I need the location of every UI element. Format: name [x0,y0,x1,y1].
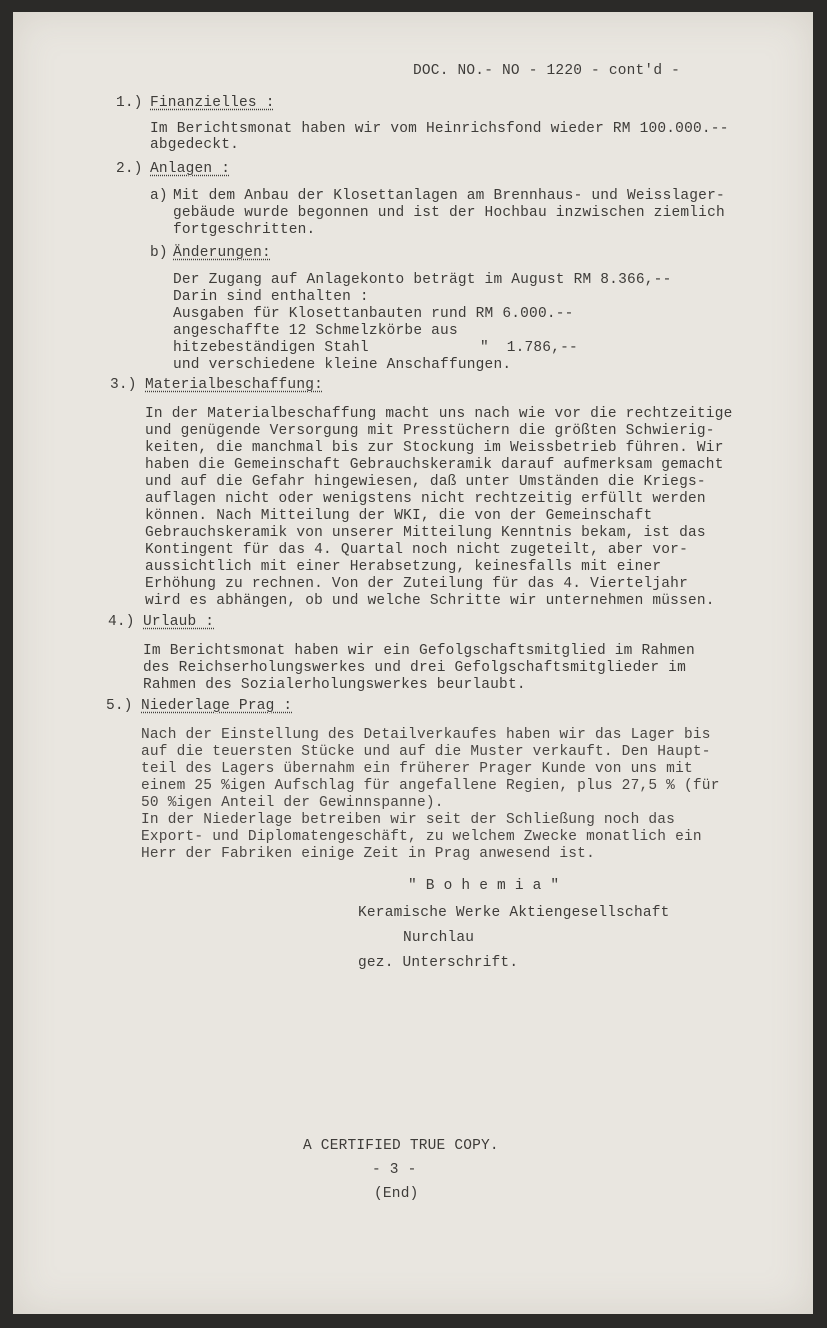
section-3-line: können. Nach Mitteilung der WKI, die von der Gemeinschaft [145,508,653,524]
section-3-line: aussichtlich mit einer Herabsetzung, keinesfalls mit einer [145,559,662,575]
section-5-line: In der Niederlage betreiben wir seit der Schließung noch das [141,812,676,828]
section-3-number: 3.) [110,377,137,393]
section-3-line: Erhöhung zu rechnen. Von der Zuteilung für das 4. Vierteljahr [145,576,688,592]
section-3-line: keiten, die manchmal bis zur Stockung im Weissbetrieb führen. Wir [145,440,724,456]
section-2a-marker: a) [150,188,168,204]
section-3-line: und genügende Versorgung mit Presstüchern die größten Schwierig- [145,423,715,439]
section-2b-amount: " 1.786,-- [480,340,578,356]
section-1-heading: Finanzielles : [150,95,275,111]
section-2a-line: Mit dem Anbau der Klosettanlagen am Brennhaus- und Weisslager- [173,188,725,204]
section-5-line: 50 %igen Anteil der Gewinnspanne). [141,795,444,811]
section-2b-line: Der Zugang auf Anlagekonto beträgt im August RM 8.366,-- [173,272,672,288]
section-2a-line: fortgeschritten. [173,222,316,238]
section-2-number: 2.) [116,161,143,177]
section-3-line: wird es abhängen, ob und welche Schritte wir unternehmen müssen. [145,593,715,609]
section-5-number: 5.) [106,698,133,714]
section-3-line: In der Materialbeschaffung macht uns nach wie vor die rechtzeitige [145,406,733,422]
section-2b-line: angeschaffte 12 Schmelzkörbe aus [173,323,458,339]
section-5-line: einem 25 %igen Aufschlag für angefallene Regien, plus 27,5 % (für [141,778,720,794]
section-4-heading: Urlaub : [143,614,215,630]
section-5-line: teil des Lagers übernahm ein früherer Prager Kunde von uns mit [141,761,693,777]
doc-number: DOC. NO.- NO - 1220 - cont'd - [413,63,681,79]
section-3-line: auflagen nicht oder wenigstens nicht rechtzeitig erfüllt werden [145,491,706,507]
section-1-line: abgedeckt. [150,137,240,153]
section-2-heading: Anlagen : [150,161,231,177]
section-4-line: Rahmen des Sozialerholungswerkes beurlaubt. [143,677,526,693]
section-3-line: haben die Gemeinschaft Gebrauchskeramik darauf aufmerksam gemacht [145,457,724,473]
section-3-heading: Materialbeschaffung: [145,377,324,393]
section-1-number: 1.) [116,95,143,111]
section-2b-line: und verschiedene kleine Anschaffungen. [173,357,512,373]
section-5-line: Herr der Fabriken einige Zeit in Prag anwesend ist. [141,846,595,862]
section-2b-line: hitzebeständigen Stahl [173,340,369,356]
section-2b-line: Darin sind enthalten : [173,289,369,305]
end-marker: (End) [374,1186,419,1202]
section-4-line: Im Berichtsmonat haben wir ein Gefolgschaftsmitglied im Rahmen [143,643,695,659]
signature-company-full: Keramische Werke Aktiengesellschaft [358,905,670,921]
section-3-line: Gebrauchskeramik von unserer Mitteilung Kenntnis bekam, ist das [145,525,706,541]
section-5-line: Export- und Diplomatengeschäft, zu welchem Zwecke monatlich ein [141,829,702,845]
section-3-line: Kontingent für das 4. Quartal noch nicht zugeteilt, aber vor- [145,542,688,558]
section-5-line: Nach der Einstellung des Detailverkaufes haben wir das Lager bis [141,727,711,743]
section-5-line: auf die teuersten Stücke und auf die Muster verkauft. Den Haupt- [141,744,711,760]
section-5-heading: Niederlage Prag : [141,698,293,714]
section-2a-line: gebäude wurde begonnen und ist der Hochbau inzwischen ziemlich [173,205,725,221]
section-2b-line: Ausgaben für Klosettanbauten rund RM 6.000.-- [173,306,574,322]
certified-copy-label: A CERTIFIED TRUE COPY. [303,1138,499,1154]
section-4-number: 4.) [108,614,135,630]
signature-company-short: " B o h e m i a " [408,878,560,894]
section-1-line: Im Berichtsmonat haben wir vom Heinrichsfond wieder RM 100.000.-- [150,121,729,137]
section-2b-heading: Änderungen: [173,245,271,261]
section-3-line: und auf die Gefahr hingewiesen, daß unter Umständen die Kriegs- [145,474,706,490]
page-number: - 3 - [372,1162,417,1178]
signature-location: Nurchlau [403,930,475,946]
section-2b-marker: b) [150,245,168,261]
section-4-line: des Reichserholungswerkes und drei Gefolgschaftsmitglieder im [143,660,686,676]
signature-line: gez. Unterschrift. [358,955,519,971]
